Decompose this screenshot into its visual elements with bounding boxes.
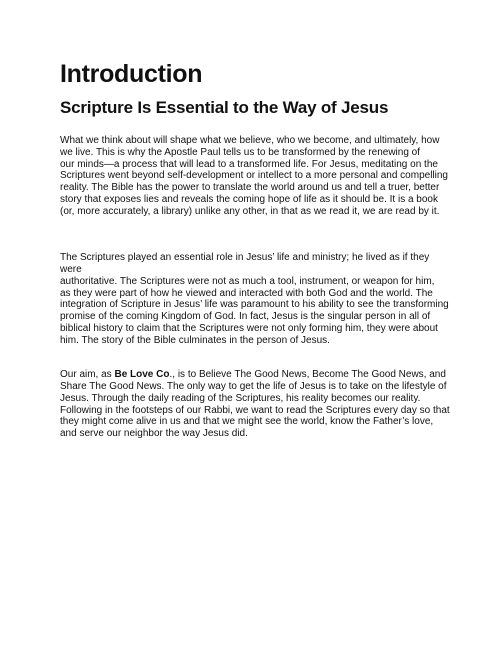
- paragraph-line: Following in the footsteps of our Rabbi, we want to read the Scriptures every day so that: [60, 404, 450, 416]
- paragraph-line: biblical history to claim that the Scriptures were not only forming him, they were about: [60, 322, 438, 334]
- paragraph-line: reality. The Bible has the power to translate the world around us and tell a truer, better: [60, 182, 440, 193]
- page-title: Introduction: [60, 60, 203, 88]
- paragraph-line: were: [60, 264, 82, 275]
- aim-suffix: ., is to Believe The Good News, Become The Good News, and: [169, 369, 446, 381]
- paragraph-line: and serve our neighbor the way Jesus did.: [60, 428, 248, 439]
- paragraph-line: story that exposes lies and reveals the coming hope of life as it should be. It is a book: [60, 193, 438, 205]
- paragraph-line: as they were part of how he viewed and interacted with both God and the world. The: [60, 287, 433, 299]
- paragraph-line: him. The story of the Bible culminates in the person of Jesus.: [60, 334, 330, 346]
- paragraph-1: [60, 135, 460, 217]
- paragraph-line: authoritative. The Scriptures were not as much a tool, instrument, or weapon for him,: [60, 275, 435, 287]
- brand-name: Be Love Co: [114, 369, 170, 381]
- paragraph-line: integration of Scripture in Jesus’ life was paramount to his ability to see the transforming: [60, 299, 449, 311]
- paragraph-line: we live. This is why the Apostle Paul tells us to be transformed by the renewing of: [60, 146, 420, 158]
- paragraph-2: [60, 252, 460, 346]
- paragraph-line: our minds—a process that will lead to a transformed life. For Jesus, meditating on the: [60, 158, 438, 170]
- paragraph-line: Jesus. Through the daily reading of the Scriptures, his reality becomes our reality.: [60, 392, 421, 404]
- paragraph-line: Scriptures went beyond self-development or intellect to a more personal and compelling: [60, 170, 448, 182]
- aim-prefix: Our aim, as: [60, 369, 115, 381]
- paragraph-line: What we think about will shape what we believe, who we become, and ultimately, how: [60, 135, 440, 146]
- page-subtitle: Scripture Is Essential to the Way of Jesus: [60, 98, 389, 117]
- paragraph-line: Share The Good News. The only way to get the life of Jesus is to take on the lifestyle of: [60, 381, 447, 392]
- paragraph-line: they might come alive in us and that we might see the world, know the Father’s love,: [60, 416, 434, 428]
- document-page: [60, 58, 460, 440]
- paragraph-line: The Scriptures played an essential role in Jesus’ life and ministry; he lived as if they: [60, 252, 430, 264]
- paragraph-line: [60, 369, 460, 381]
- paragraph-3: [60, 369, 460, 440]
- paragraph-line: (or, more accurately, a library) unlike any other, in that as we read it, we are read by it.: [60, 205, 440, 217]
- paragraph-line: promise of the coming Kingdom of God. In fact, Jesus is the singular person in all of: [60, 311, 431, 322]
